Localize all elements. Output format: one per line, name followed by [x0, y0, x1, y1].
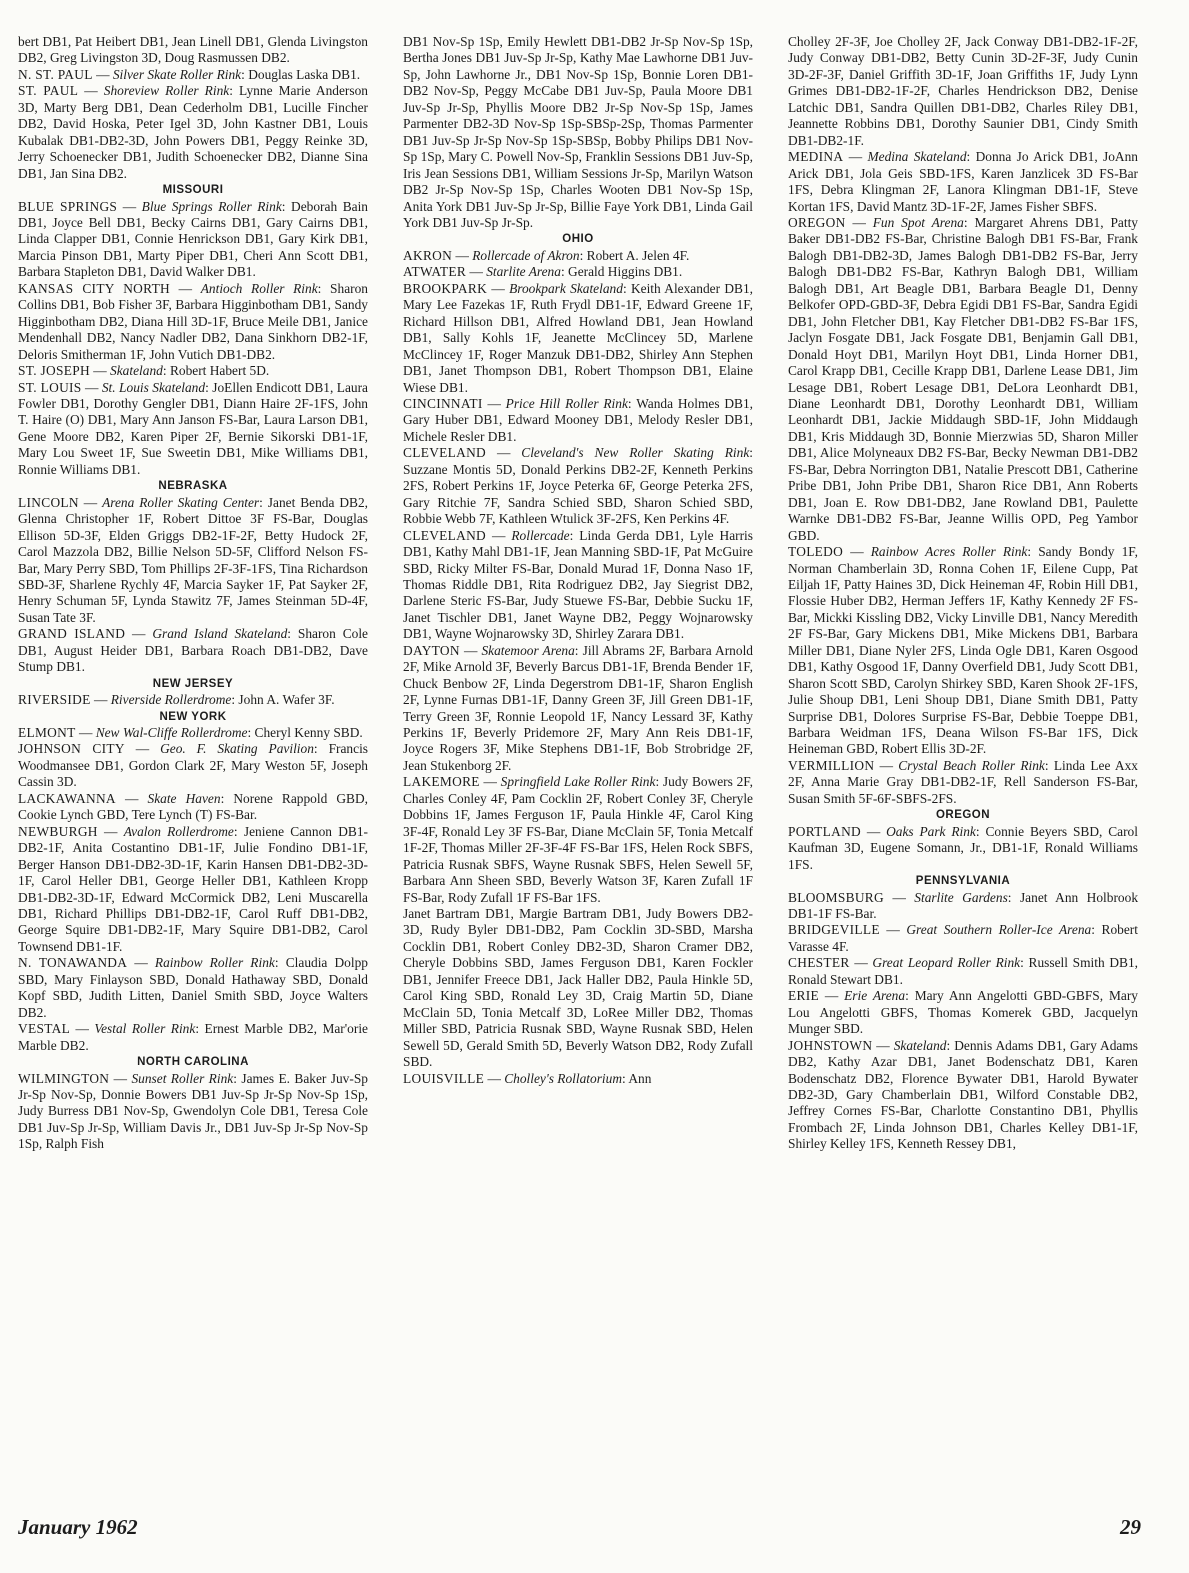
skater-list: Ernest Marble DB2, Mar'orie Marble DB2.	[18, 1021, 368, 1053]
city-name: BROOKPARK	[403, 280, 488, 296]
rink-entry: KANSAS CITY NORTH — Antioch Roller Rink: Sharon Collins DB1, Bob Fisher 3F, Barbara Higginbotham DB1, Sandy Higginbotham DB2, Diana Hill 3D-1F, Bruce Meile DB1, Janice Mendenhall DB2, Nancy Nadler DB2, Dana Sinkhorn DB2-1F, Deloris Smitherman 1F, John Vutich DB1-DB2.	[18, 280, 368, 362]
city-name: ERIE	[788, 988, 819, 1004]
city-name: CINCINNATI	[403, 395, 483, 411]
rink-entry: WILMINGTON — Sunset Roller Rink: James E. Baker Juv-Sp Jr-Sp Nov-Sp, Donnie Bowers DB1 Juv-Sp Jr-Sp Nov-Sp 1Sp, Judy Burress DB1 Nov-Sp, Gwendolyn Cole DB1, Teresa Cole DB1 Juv-Sp Jr-Sp, William Davis Jr., DB1 Juv-Sp Jr-Sp Nov-Sp 1Sp, Ralph Fish	[18, 1070, 368, 1152]
page-body	[18, 34, 1138, 1514]
rink-entry: MEDINA — Medina Skateland: Donna Jo Arick DB1, JoAnn Arick DB1, Jola Geis SBD-1FS, Karen Janzlicek 3D FS-Bar 1FS, Debra Klingman 2F, Lanora Klingman DB1-1F, Steve Kortan 1FS, David Mantz 3D-1F-2F, James Fisher SBFS.	[788, 149, 1138, 214]
rink-entry: JOHNSON CITY — Geo. F. Skating Pavilion: Francis Woodmansee DB1, Gordon Clark 2F, Mary Weston 5F, Joseph Cassin 3D.	[18, 741, 368, 790]
rink-name: Great Leopard Roller Rink	[872, 955, 1021, 971]
rink-entry: VESTAL — Vestal Roller Rink: Ernest Marble DB2, Mar'orie Marble DB2.	[18, 1021, 368, 1053]
state-heading: NORTH CAROLINA	[137, 1056, 249, 1069]
skater-list: Ann	[628, 1070, 652, 1086]
rink-name: Vestal Roller Rink	[94, 1021, 196, 1037]
skater-list: Sharon Collins DB1, Bob Fisher 3F, Barbara Higginbotham DB1, Sandy Higginbotham DB2, Diana Hill 3D-1F, Bruce Meile DB1, Janice Mendenhall DB2, Nancy Nadler DB2, Dana Sinkhorn DB2-1F, Deloris Smitherman 1F, John Vutich DB1-DB2.	[18, 280, 368, 362]
rink-entry: DAYTON — Skatemoor Arena: Jill Abrams 2F, Barbara Arnold 2F, Mike Arnold 3F, Beverly Barcus DB1-1F, Brenda Bender 1F, Chuck Benbow 2F, Linda Degerstrom DB1-1F, Sharon English 2F, Lynne Furnas DB1-1F, Danny Green 3F, Jill Green DB1-1F, Terry Green 3F, Ronnie Leopold 1F, Nancy Lessard 3F, Kathy Perkins 1F, Beverly Pridemore 2F, Mary Ann Reis DB1-1F, Joyce Rogers 3F, Mike Stephens DB1-1F, Bob Strobridge 2F, Jean Stukenborg 2F.	[403, 642, 753, 773]
entry-continuation	[788, 34, 1138, 149]
entry-continuation	[18, 34, 368, 67]
rink-entry: PORTLAND — Oaks Park Rink: Connie Beyers SBD, Carol Kaufman 3D, Eugene Somann, Jr., DB1-1F, Ronald Williams 1FS.	[788, 823, 1138, 872]
rink-entry: LAKEMORE — Springfield Lake Roller Rink: Judy Bowers 2F, Charles Conley 4F, Pam Cocklin 2F, Robert Conley 3F, Cheryle Dobbins 1F, James Ferguson 1F, Paula Hinkle 4F, Carol King 3F-4F, Ronald Ley 3F FS-Bar, Diane McClain 5F, Tonia Metcalf 1F-2F, Thomas Miller 2F-3F-4F FS-Bar 1FS, Helen Rock SBFS, Patricia Rusnak SBFS, Wayne Rusnak SBFS, Helen Sewell 5F, Barbara Ann Sheen SBD, Beverly Watson 3F, Karen Zufall 1F FS-Bar, Rody Zufall 1F FS-Bar 1FS.	[403, 774, 754, 905]
city-name: AKRON	[403, 247, 453, 263]
skater-list: Mary Ann Angelotti GBD-GBFS, Mary Lou Angelotti GBFS, Thomas Komerek GBD, Jacquelyn Munger SBD.	[788, 988, 1138, 1037]
rink-name: Erie Arena	[844, 988, 906, 1004]
city-name: DAYTON	[403, 642, 460, 658]
skater-list: Claudia Dolpp SBD, Mary Finlayson SBD, Donald Hathaway SBD, Donald Kopf SBD, Judith Litten, Daniel Smith SBD, Joyce Walters DB2.	[18, 955, 368, 1020]
skater-list: Jill Abrams 2F, Barbara Arnold 2F, Mike Arnold 3F, Beverly Barcus DB1-1F, Brenda Bender 1F, Chuck Benbow 2F, Linda Degerstrom DB1-1F, Sharon English 2F, Lynne Furnas DB1-1F, Danny Green 3F, Jill Green DB1-1F, Terry Green 3F, Ronnie Leopold 1F, Nancy Lessard 3F, Kathy Perkins 1F, Beverly Pridemore 2F, Mary Ann Reis DB1-1F, Joyce Rogers 3F, Mike Stephens DB1-1F, Bob Strobridge 2F, Jean Stukenborg 2F.	[403, 642, 753, 773]
city-name: N. ST. PAUL	[18, 66, 93, 82]
rink-name: Crystal Beach Roller Rink	[898, 757, 1045, 773]
page-number: 29	[1120, 1515, 1141, 1539]
city-name: NEWBURGH	[18, 823, 98, 839]
state-heading: PENNSYLVANIA	[915, 875, 1011, 888]
city-name: ST. LOUIS	[18, 379, 82, 395]
city-name: LOUISVILLE	[403, 1070, 485, 1086]
rink-entry: ELMONT — New Wal-Cliffe Rollerdrome: Cheryl Kenny SBD.	[18, 725, 363, 741]
skater-list: JoEllen Endicott DB1, Laura Fowler DB1, Dorothy Gengler DB1, Diann Haire 2F-1FS, John T. Haire (O) DB1, Mary Ann Janson FS-Bar, Laura Larson DB1, Gene Moore DB2, Karen Piper 2F, Bernie Sikorski DB1-1F, Mary Lou Sweet 1F, Sue Sweetin DB1, Mike Williams DB1, Ronnie Williams DB1.	[18, 379, 368, 477]
city-name: MEDINA	[788, 149, 844, 165]
city-name: ST. PAUL	[18, 83, 79, 99]
rink-name: Rollercade	[511, 527, 570, 543]
state-heading: NEW JERSEY	[152, 677, 234, 690]
city-name: BRIDGEVILLE	[788, 922, 880, 938]
rink-name: New Wal-Cliffe Rollerdrome	[95, 725, 248, 741]
skater-list: Francis Woodmansee DB1, Gordon Clark 2F, Mary Weston 5F, Joseph Cassin 3D.	[18, 741, 368, 790]
skater-list: Margaret Ahrens DB1, Patty Baker DB1-DB2 FS-Bar, Christine Balogh DB1 FS-Bar, Frank Balogh DB1-DB2-3D, James Balogh DB1-DB2 FS-Bar, Jerry Balogh DB1-DB2 FS-Bar, Kathryn Balogh DB1, William Balogh DB1, Art Beagle DB1, Barbara Beagle D1, Denny Belkofer OPD-GBD-3F, Debra Egidi DB1 FS-Bar, Sandra Egidi DB1, John Fletcher DB1, Kay Fletcher DB1-DB2 FS-Bar 1FS, Jaclyn Fosgate DB1, Jack Fosgate DB1, Benjamin Gall DB1, Donald Hoyt DB1, Marilyn Hoyt DB1, Linda Horner DB1, Carol Krapp DB1, Cecille Krapp DB1, Darlene Lease DB1, Jim Lesage DB1, Robert Lesage DB1, DeLora Leonhardt DB1, Diane Leonhardt DB1, Dorothy Leonhardt DB1, William Leonhardt DB1, Jackie Middaugh SBD-1F, John Middaugh DB1, Kris Middaugh 3D, Bonnie Mierzwias 5D, Sharon Miller DB1, Alice Molyneaux DB2 FS-Bar, Becky Newman DB1-DB2 FS-Bar, Debra Norrington DB1, Natalie Prescott DB1, Catherine Pribe DB1, John Pribe DB1, Sharon Rice DB1, Ann Roberts DB1, Joan E. Row DB1-DB2, Jane Rowland DB1, Paulette Warnke DB1-DB2 FS-Bar, Jeanne Willis OPD, Peg Yambor GBD.	[788, 214, 1138, 543]
skater-list: Douglas Laska DB1.	[248, 66, 361, 82]
rink-name: Great Southern Roller-Ice Arena	[906, 922, 1092, 938]
rink-entry: CHESTER — Great Leopard Roller Rink: Russell Smith DB1, Ronald Stewart DB1.	[788, 955, 1139, 987]
skater-list: John A. Wafer 3F.	[238, 692, 335, 708]
city-name: WILMINGTON	[18, 1070, 110, 1086]
city-name: BLOOMSBURG	[788, 889, 885, 905]
skater-list: Deborah Bain DB1, Joyce Bell DB1, Becky Cairns DB1, Gary Cairns DB1, Linda Clapper DB1, Connie Henrickson DB1, Gary Kirk DB1, Marcia Pinson DB1, Marty Piper DB1, Cheri Ann Scott DB1, Barbara Stapleton DB1, David Walker DB1.	[18, 198, 368, 280]
rink-name: Brookpark Skateland	[509, 280, 623, 296]
state-heading: NEW YORK	[159, 710, 227, 723]
city-name: JOHNSON CITY	[18, 741, 125, 757]
skater-list: Jeniene Cannon DB1-DB2-1F, Anita Costantino DB1-1F, Julie Fondino DB1-1F, Berger Hanson DB1-DB2-3D-1F, Karin Hansen DB1-DB2-3D-1F, Carol Heller DB1, George Heller DB1, Kathleen Kropp DB1-DB2-3D-1F, Edward McCormick DB2, Leni Muscarella DB1, Richard Phillips DB1-DB2-1F, Carol Ruff DB1-DB2, George Squire DB1-DB2-1F, Mary Squire DB1-DB2, Carol Townsend DB1-1F.	[18, 823, 368, 954]
city-name: CLEVELAND	[403, 527, 487, 543]
rink-name: Price Hill Roller Rink	[505, 395, 628, 411]
skater-list: bert DB1, Pat Heibert DB1, Jean Linell DB1, Glenda Livingston DB2, Greg Livingston 3D, Doug Rasmussen DB2.	[18, 34, 368, 66]
rink-name: Fun Spot Arena	[872, 214, 964, 230]
skater-list: DB1 Nov-Sp 1Sp, Emily Hewlett DB1-DB2 Jr-Sp Nov-Sp 1Sp, Bertha Jones DB1 Juv-Sp Jr-Sp, Kathy Mae Lawhorne DB1 Juv-Sp, John Lawhorne Jr., DB1 Nov-Sp 1Sp, Bonnie Loren DB1-DB2 Nov-Sp, Peggy McCabe DB1 Juv-Sp, Paula Moore DB1 Juv-Sp Jr-Sp, Phyllis Moore DB2 Jr-Sp Nov-Sp 1Sp, James Parmenter DB2-3D Nov-Sp 1Sp-SBSp-2Sp, Thomas Parmenter DB1 Juv-Sp Jr-Sp Nov-Sp 1Sp-SBSp, Bobby Philips DB1 Nov-Sp 1Sp, Mary C. Powell Nov-Sp, Franklin Sessions DB1 Juv-Sp, Iris Jean Sessions DB1, William Sessions Jr-Sp, Marilyn Watson DB2 Jr-Sp Nov-Sp 1Sp, Charles Wooten DB1 Nov-Sp 1Sp, Anita York DB1 Juv-Sp Jr-Sp, Billie Faye York DB1, Linda Gail York DB1 Juv-Sp Jr-Sp.	[403, 34, 753, 230]
entry-continuation	[403, 906, 753, 1071]
rink-entry: NEWBURGH — Avalon Rollerdrome: Jeniene Cannon DB1-DB2-1F, Anita Costantino DB1-1F, Julie Fondino DB1-1F, Berger Hanson DB1-DB2-3D-1F, Karin Hansen DB1-DB2-3D-1F, Carol Heller DB1, George Heller DB1, Kathleen Kropp DB1-DB2-3D-1F, Edward McCormick DB2, Leni Muscarella DB1, Richard Phillips DB1-DB2-1F, Carol Ruff DB1-DB2, George Squire DB1-DB2-1F, Mary Squire DB1-DB2, Carol Townsend DB1-1F.	[18, 823, 368, 954]
rink-name: Rainbow Roller Rink	[154, 955, 275, 971]
city-name: JOHNSTOWN	[788, 1037, 873, 1053]
city-name: RIVERSIDE	[18, 692, 91, 708]
rink-entry: N. ST. PAUL — Silver Skate Roller Rink: Douglas Laska DB1.	[18, 66, 361, 82]
skater-list: Wanda Holmes DB1, Gary Huber DB1, Edward Mooney DB1, Melody Resler DB1, Michele Resler DB1.	[403, 395, 753, 444]
column-3	[788, 34, 1138, 1153]
rink-name: Skateland	[893, 1037, 947, 1053]
rink-entry: BRIDGEVILLE — Great Southern Roller-Ice Arena: Robert Varasse 4F.	[788, 922, 1138, 954]
skater-list: Lynne Marie Anderson 3D, Marty Berg DB1, Dean Cederholm DB1, Lucille Fincher DB2, David Hoska, Peter Igel 3D, John Kastner DB1, Louis Kubalak DB1-DB2-3D, John Powers DB1, Peggy Reinke 3D, Jerry Schoenecker DB1, Judith Schoenecker DB2, Dianne Sina DB1, Jan Sina DB2.	[18, 83, 368, 181]
city-name: CLEVELAND	[403, 445, 487, 461]
skater-list: Robert Habert 5D.	[169, 363, 270, 379]
city-name: TOLEDO	[788, 544, 844, 560]
skater-list: Robert A. Jelen 4F.	[586, 247, 690, 263]
city-name: ATWATER	[403, 264, 467, 280]
rink-name: Springfield Lake Roller Rink	[500, 774, 656, 790]
skater-list: Keith Alexander DB1, Mary Lee Fazekas 1F, Ruth Frydl DB1-1F, Edward Greene 1F, Richard Hillson DB1, Alfred Howland DB1, Jean Howland DB1, Sally Kohls 1F, Jeanette McClincey 5D, Marlene McClincey 1F, Roger Manzuk DB1-DB2, Shirley Ann Stephen DB1, Janet Thompson DB1, Robert Thompson DB1, Elaine Wiese DB1.	[403, 280, 753, 395]
city-name: CHESTER	[788, 955, 850, 971]
skater-list: Russell Smith DB1, Ronald Stewart DB1.	[788, 955, 1139, 987]
skater-list: Dennis Adams DB1, Gary Adams DB2, Kathy Azar DB1, Janet Bodenschatz DB1, Karen Bodenschatz DB2, Florence Bywater DB1, Harold Bywater DB2-3D, Gary Chamberlain DB1, Wilford Constable DB2, Jeffrey Cornes FS-Bar, Charlotte Constantino DB1, Phyllis Frombach 2F, Linda Johnson DB1, Charles Kelley DB1-1F, Shirley Kelley 1FS, Kenneth Ressey DB1,	[788, 1037, 1138, 1152]
column-1	[18, 34, 368, 1153]
rink-entry: ST. PAUL — Shoreview Roller Rink: Lynne Marie Anderson 3D, Marty Berg DB1, Dean Cederholm DB1, Lucille Fincher DB2, David Hoska, Peter Igel 3D, John Kastner DB1, Louis Kubalak DB1-DB2-3D, John Powers DB1, Peggy Reinke 3D, Jerry Schoenecker DB1, Judith Schoenecker DB2, Dianne Sina DB1, Jan Sina DB2.	[18, 83, 368, 181]
skater-list: Suzzane Montis 5D, Donald Perkins DB2-2F, Kenneth Perkins 2FS, Robert Perkins 1F, Joyce Peterka 6F, George Peterka 2FS, Gary Ritchie 7F, Sandra Schied SBD, Sharon Schied SBD, Robbie Webb 7F, Kathleen Wtulick 3F-2FS, Ken Perkins 4F.	[403, 461, 753, 527]
city-name: LINCOLN	[18, 494, 79, 510]
rink-entry: OREGON — Fun Spot Arena: Margaret Ahrens DB1, Patty Baker DB1-DB2 FS-Bar, Christine Balogh DB1 FS-Bar, Frank Balogh DB1-DB2-3D, James Balogh DB1-DB2 FS-Bar, Jerry Balogh DB1-DB2 FS-Bar, Kathryn Balogh DB1, William Balogh DB1, Art Beagle DB1, Barbara Beagle D1, Denny Belkofer OPD-GBD-3F, Debra Egidi DB1 FS-Bar, Sandra Egidi DB1, John Fletcher DB1, Kay Fletcher DB1-DB2 FS-Bar 1FS, Jaclyn Fosgate DB1, Jack Fosgate DB1, Benjamin Gall DB1, Donald Hoyt DB1, Marilyn Hoyt DB1, Linda Horner DB1, Carol Krapp DB1, Cecille Krapp DB1, Darlene Lease DB1, Jim Lesage DB1, Robert Lesage DB1, DeLora Leonhardt DB1, Diane Leonhardt DB1, Dorothy Leonhardt DB1, William Leonhardt DB1, Jackie Middaugh SBD-1F, John Middaugh DB1, Kris Middaugh 3D, Bonnie Mierzwias 5D, Sharon Miller DB1, Alice Molyneaux DB2 FS-Bar, Becky Newman DB1-DB2 FS-Bar, Debra Norrington DB1, Natalie Prescott DB1, Catherine Pribe DB1, John Pribe DB1, Sharon Rice DB1, Ann Roberts DB1, Joan E. Row DB1-DB2, Jane Rowland DB1, Paulette Warnke DB1-DB2 FS-Bar, Jeanne Willis OPD, Peg Yambor GBD.	[788, 214, 1138, 543]
city-name: BLUE SPRINGS	[18, 198, 118, 214]
rink-entry: ATWATER — Starlite Arena: Gerald Higgins DB1.	[403, 264, 683, 280]
rink-entry: JOHNSTOWN — Skateland: Dennis Adams DB1, Gary Adams DB2, Kathy Azar DB1, Janet Bodenschatz DB1, Karen Bodenschatz DB2, Florence Bywater DB1, Harold Bywater DB2-3D, Gary Chamberlain DB1, Wilford Constable DB2, Jeffrey Cornes FS-Bar, Charlotte Constantino DB1, Phyllis Frombach 2F, Linda Johnson DB1, Charles Kelley DB1-1F, Shirley Kelley 1FS, Kenneth Ressey DB1,	[788, 1037, 1138, 1152]
rink-entry: VERMILLION — Crystal Beach Roller Rink: Linda Lee Axx 2F, Anna Marie Gray DB1-DB2-1F, Rell Sanderson FS-Bar, Susan Smith 5F-6F-SBFS-2FS.	[788, 757, 1138, 806]
city-name: PORTLAND	[788, 823, 862, 839]
skater-list: Gerald Higgins DB1.	[568, 264, 683, 280]
rink-entry: TOLEDO — Rainbow Acres Roller Rink: Sandy Bondy 1F, Norman Chamberlain 3D, Ronna Cohen 1F, Eilene Cupp, Pat Eiljah 1F, Patty Haines 3D, Dick Heineman 4F, Robin Hill DB1, Flossie Huber DB2, Herman Jeffers 1F, Kathy Kennedy 2F FS-Bar, Mickki Kissling DB2, Vicky Linville DB1, Nancy Meredith 2F FS-Bar, Gary Mickens DB1, Mike Mickens DB1, Barbara Miller DB1, Diane Nyler 2FS, Linda Ogle DB1, Karen Osgood DB1, Kathy Osgood 1F, Danny Overfield DB1, Judy Scott DB1, Sharon Scott SBD, Carolyn Shirkey SBD, Karen Shook 2F-1FS, Julie Shoup DB1, Leni Shoup DB1, Diane Smith DB1, Patty Surprise DB1, Dolores Surprise FS-Bar, Debbie Toeppe DB1, Barbara Weidman 1FS, Deana Wilson FS-Bar 1FS, Dick Heineman GBD, Robert Ellis 3D-2F.	[788, 544, 1139, 757]
city-name: LAKEMORE	[403, 774, 480, 790]
rink-name: Geo. F. Skating Pavilion	[160, 741, 314, 757]
rink-entry: BLOOMSBURG — Starlite Gardens: Janet Ann Holbrook DB1-1F FS-Bar.	[788, 889, 1139, 922]
rink-name: Sunset Roller Rink	[131, 1070, 234, 1086]
rink-name: Blue Springs Roller Rink	[141, 198, 282, 214]
skater-list: Donna Jo Arick DB1, JoAnn Arick DB1, Jola Geis SBD-1FS, Karen Janzlicek 3D FS-Bar 1FS, Debra Klingman 2F, Lanora Klingman DB1-1F, Steve Kortan 1FS, David Mantz 3D-1F-2F, James Fisher SBFS.	[788, 149, 1138, 214]
rink-entry: LOUISVILLE — Cholley's Rollatorium: Ann	[403, 1070, 652, 1086]
rink-entry: CLEVELAND — Rollercade: Linda Gerda DB1, Lyle Harris DB1, Kathy Mahl DB1-1F, Jean Manning SBD-1F, Pat McGuire SBD, Ricky Milter FS-Bar, Donald Murad 1F, Donna Naso 1F, Thomas Riddle DB1, Rita Rodriguez DB2, Jay Siegrist DB2, Darlene Steric FS-Bar, Judy Stuewe FS-Bar, Debbie Sucku 1F, Janet Tischler DB1, Janet Wayne DB2, Peggy Wojnarowsky DB1, Wayne Wojnarowsky 3D, Shirley Zarara DB1.	[403, 527, 753, 642]
rink-name: Silver Skate Roller Rink	[112, 66, 242, 82]
city-name: GRAND ISLAND	[18, 626, 126, 642]
city-name: ELMONT	[18, 725, 76, 741]
rink-entry: CLEVELAND — Cleveland's New Roller Skating Rink: Suzzane Montis 5D, Donald Perkins DB2-2F, Kenneth Perkins 2FS, Robert Perkins 1F, Joyce Peterka 6F, George Peterka 2FS, Gary Ritchie 7F, Sandra Schied SBD, Sharon Schied SBD, Robbie Webb 7F, Kathleen Wtulick 3F-2FS, Ken Perkins 4F.	[403, 445, 754, 527]
rink-name: St. Louis Skateland	[101, 379, 206, 395]
rink-entry: BLUE SPRINGS — Blue Springs Roller Rink: Deborah Bain DB1, Joyce Bell DB1, Becky Cairns DB1, Gary Cairns DB1, Linda Clapper DB1, Connie Henrickson DB1, Gary Kirk DB1, Marcia Pinson DB1, Marty Piper DB1, Cheri Ann Scott DB1, Barbara Stapleton DB1, David Walker DB1.	[18, 198, 368, 280]
city-name: VERMILLION	[788, 757, 875, 773]
state-heading: MISSOURI	[162, 184, 224, 197]
rink-name: Antioch Roller Rink	[200, 280, 318, 296]
skater-list: Norene Rappold GBD, Cookie Lynch GBD, Tere Lynch (T) FS-Bar.	[18, 790, 368, 823]
skater-list: Sandy Bondy 1F, Norman Chamberlain 3D, Ronna Cohen 1F, Eilene Cupp, Pat Eiljah 1F, Patty Haines 3D, Dick Heineman 4F, Robin Hill DB1, Flossie Huber DB2, Herman Jeffers 1F, Kathy Kennedy 2F FS-Bar, Mickki Kissling DB2, Vicky Linville DB1, Nancy Meredith 2F FS-Bar, Gary Mickens DB1, Mike Mickens DB1, Barbara Miller DB1, Diane Nyler 2FS, Linda Ogle DB1, Karen Osgood DB1, Kathy Osgood 1F, Danny Overfield DB1, Judy Scott DB1, Sharon Scott SBD, Carolyn Shirkey SBD, Karen Shook 2F-1FS, Julie Shoup DB1, Leni Shoup DB1, Diane Smith DB1, Patty Surprise DB1, Dolores Surprise FS-Bar, Debbie Toeppe DB1, Barbara Weidman 1FS, Deana Wilson FS-Bar 1FS, Dick Heineman GBD, Robert Ellis 3D-2F.	[788, 544, 1139, 757]
rink-name: Skate Haven	[147, 790, 221, 806]
rink-entry: LINCOLN — Arena Roller Skating Center: Janet Benda DB2, Glenna Christopher 1F, Robert Dittoe 3F FS-Bar, Douglas Ellison 5D-3F, Elden Griggs DB2-1F-2F, Betty Hudock 2F, Carol Mazzola DB2, Billie Nelson 5D-5F, Clifford Nelson FS-Bar, Mary Perry SBD, Tom Phillips 2F-3F-1FS, Tina Richardson SBD-3F, Sharlene Rychly 4F, Marcia Sayker 1F, Pat Sayker 2F, Henry Schuman 5F, Lynda Stawitz 7F, James Steinman 5D-4F, Susan Tate 3F.	[18, 494, 368, 625]
rink-entry: BROOKPARK — Brookpark Skateland: Keith Alexander DB1, Mary Lee Fazekas 1F, Ruth Frydl DB1-1F, Edward Greene 1F, Richard Hillson DB1, Alfred Howland DB1, Jean Howland DB1, Sally Kohls 1F, Jeanette McClincey 5D, Marlene McClincey 1F, Roger Manzuk DB1-DB2, Shirley Ann Stephen DB1, Janet Thompson DB1, Robert Thompson DB1, Elaine Wiese DB1.	[403, 280, 753, 395]
rink-entry: CINCINNATI — Price Hill Roller Rink: Wanda Holmes DB1, Gary Huber DB1, Edward Mooney DB1, Melody Resler DB1, Michele Resler DB1.	[403, 395, 753, 444]
state-heading: OHIO	[562, 233, 594, 246]
rink-entry: N. TONAWANDA — Rainbow Roller Rink: Claudia Dolpp SBD, Mary Finlayson SBD, Donald Hathaway SBD, Donald Kopf SBD, Judith Litten, Daniel Smith SBD, Joyce Walters DB2.	[18, 955, 368, 1020]
rink-name: Riverside Rollerdrome	[110, 692, 232, 708]
skater-list: Janet Ann Holbrook DB1-1F FS-Bar.	[788, 889, 1139, 922]
rink-name: Medina Skateland	[867, 149, 967, 165]
skater-list: Robert Varasse 4F.	[788, 922, 1138, 954]
rink-name: Shoreview Roller Rink	[103, 83, 230, 99]
rink-entry: ST. LOUIS — St. Louis Skateland: JoEllen Endicott DB1, Laura Fowler DB1, Dorothy Gengler DB1, Diann Haire 2F-1FS, John T. Haire (O) DB1, Mary Ann Janson FS-Bar, Laura Larson DB1, Gene Moore DB2, Karen Piper 2F, Bernie Sikorski DB1-1F, Mary Lou Sweet 1F, Sue Sweetin DB1, Mike Williams DB1, Ronnie Williams DB1.	[18, 379, 368, 477]
rink-name: Cleveland's New Roller Skating Rink	[521, 445, 750, 461]
city-name: LACKAWANNA	[18, 790, 116, 806]
rink-name: Rainbow Acres Roller Rink	[870, 544, 1028, 560]
skater-list: Connie Beyers SBD, Carol Kaufman 3D, Eugene Somann, Jr., DB1-1F, Ronald Williams 1FS.	[788, 823, 1138, 872]
state-heading: OREGON	[935, 809, 991, 822]
rink-entry: ERIE — Erie Arena: Mary Ann Angelotti GBD-GBFS, Mary Lou Angelotti GBFS, Thomas Komerek GBD, Jacquelyn Munger SBD.	[788, 988, 1138, 1037]
city-name: VESTAL	[18, 1021, 71, 1037]
rink-name: Skatemoor Arena	[481, 642, 575, 658]
rink-entry: LACKAWANNA — Skate Haven: Norene Rappold GBD, Cookie Lynch GBD, Tere Lynch (T) FS-Bar.	[18, 790, 368, 823]
rink-entry: GRAND ISLAND — Grand Island Skateland: Sharon Cole DB1, August Heider DB1, Barbara Roach DB1-DB2, Dave Stump DB1.	[18, 626, 368, 675]
skater-list: Cheryl Kenny SBD.	[254, 725, 363, 741]
entry-continuation	[403, 34, 753, 231]
rink-entry: ST. JOSEPH — Skateland: Robert Habert 5D.	[18, 363, 270, 379]
skater-list: Judy Bowers 2F, Charles Conley 4F, Pam Cocklin 2F, Robert Conley 3F, Cheryle Dobbins 1F, James Ferguson 1F, Paula Hinkle 4F, Carol King 3F-4F, Ronald Ley 3F FS-Bar, Diane McClain 5F, Tonia Metcalf 1F-2F, Thomas Miller 2F-3F-4F FS-Bar 1FS, Helen Rock SBFS, Patricia Rusnak SBFS, Wayne Rusnak SBFS, Helen Sewell 5F, Barbara Ann Sheen SBD, Beverly Watson 3F, Karen Zufall 1F FS-Bar, Rody Zufall 1F FS-Bar 1FS.	[403, 774, 754, 905]
rink-name: Starlite Arena	[486, 264, 561, 280]
rink-name: Rollercade of Akron	[472, 247, 580, 263]
city-name: OREGON	[788, 214, 846, 230]
rink-name: Grand Island Skateland	[152, 626, 288, 642]
skater-list: Cholley 2F-3F, Joe Cholley 2F, Jack Conway DB1-DB2-1F-2F, Judy Conway DB1-DB2, Betty Cunin 3D-2F-3F, Judy Cunin 3D-2F-3F, Daniel Griffith 3D-1F, Joan Griffiths 1F, Judy Lynn Grimes DB1-DB2-1F-2F, Charles Hendrickson DB2, Denise Latchic DB1, Sandra Quillen DB1-DB2, Charles Riley DB1, Jeannette Robbins DB1, Dorothy Saunier DB1, Cindy Smith DB1-DB2-1F.	[788, 34, 1138, 148]
state-heading: NEBRASKA	[158, 480, 228, 493]
rink-name: Arena Roller Skating Center	[102, 494, 260, 510]
city-name: ST. JOSEPH	[18, 363, 90, 379]
skater-list: Linda Lee Axx 2F, Anna Marie Gray DB1-DB2-1F, Rell Sanderson FS-Bar, Susan Smith 5F-6F-SBFS-2FS.	[788, 757, 1138, 806]
skater-list: Janet Benda DB2, Glenna Christopher 1F, Robert Dittoe 3F FS-Bar, Douglas Ellison 5D-3F, Elden Griggs DB2-1F-2F, Betty Hudock 2F, Carol Mazzola DB2, Billie Nelson 5D-5F, Clifford Nelson FS-Bar, Mary Perry SBD, Tom Phillips 2F-3F-1FS, Tina Richardson SBD-3F, Sharlene Rychly 4F, Marcia Sayker 1F, Pat Sayker 2F, Henry Schuman 5F, Lynda Stawitz 7F, James Steinman 5D-4F, Susan Tate 3F.	[18, 494, 368, 625]
skater-list: Janet Bartram DB1, Margie Bartram DB1, Judy Bowers DB2-3D, Rudy Byler DB1-DB2, Pam Cocklin 3D-SBD, Marsha Cocklin DB1, Robert Conley DB2-3D, Sharon Cramer DB2, Cheryle Dobbins SBD, James Ferguson DB1, Karen Fockler DB1, Jennifer Freece DB1, Jack Haller DB2, Paula Hinkle 5D, Carol King SBD, Ronald Ley 3D, Craig Martin 5D, Diane McClain 5D, Tonia Metcalf 3D, LoRee Miller DB2, Thomas Miller SBD, Patricia Rusnak SBD, Wayne Rusnak SBD, Helen Sewell 5D, Gerald Smith 5D, Beverly Watson DB2, Rody Zufall SBD.	[403, 906, 753, 1070]
rink-entry: RIVERSIDE — Riverside Rollerdrome: John A. Wafer 3F.	[18, 692, 335, 708]
city-name: KANSAS CITY NORTH	[18, 280, 171, 296]
skater-list: Sharon Cole DB1, August Heider DB1, Barbara Roach DB1-DB2, Dave Stump DB1.	[18, 626, 368, 675]
rink-name: Cholley's Rollatorium	[504, 1070, 622, 1086]
rink-name: Skateland	[110, 363, 163, 379]
issue-date: January 1962	[18, 1515, 138, 1539]
rink-name: Oaks Park Rink	[886, 823, 976, 839]
rink-name: Starlite Gardens	[914, 889, 1008, 905]
rink-entry: AKRON — Rollercade of Akron: Robert A. Jelen 4F.	[403, 247, 690, 263]
rink-name: Avalon Rollerdrome	[123, 823, 234, 839]
column-2	[403, 34, 753, 1087]
skater-list: James E. Baker Juv-Sp Jr-Sp Nov-Sp, Donnie Bowers DB1 Juv-Sp Jr-Sp Nov-Sp 1Sp, Judy Burress DB1 Nov-Sp, Gwendolyn Cole DB1, Teresa Cole DB1 Juv-Sp Jr-Sp, William Davis Jr., DB1 Juv-Sp Jr-Sp Nov-Sp 1Sp, Ralph Fish	[18, 1070, 368, 1152]
city-name: N. TONAWANDA	[18, 955, 128, 971]
skater-list: Linda Gerda DB1, Lyle Harris DB1, Kathy Mahl DB1-1F, Jean Manning SBD-1F, Pat McGuire SBD, Ricky Milter FS-Bar, Donald Murad 1F, Donna Naso 1F, Thomas Riddle DB1, Rita Rodriguez DB2, Jay Siegrist DB2, Darlene Steric FS-Bar, Judy Stuewe FS-Bar, Debbie Sucku 1F, Janet Tischler DB1, Janet Wayne DB2, Peggy Wojnarowsky DB1, Wayne Wojnarowsky 3D, Shirley Zarara DB1.	[403, 527, 753, 642]
